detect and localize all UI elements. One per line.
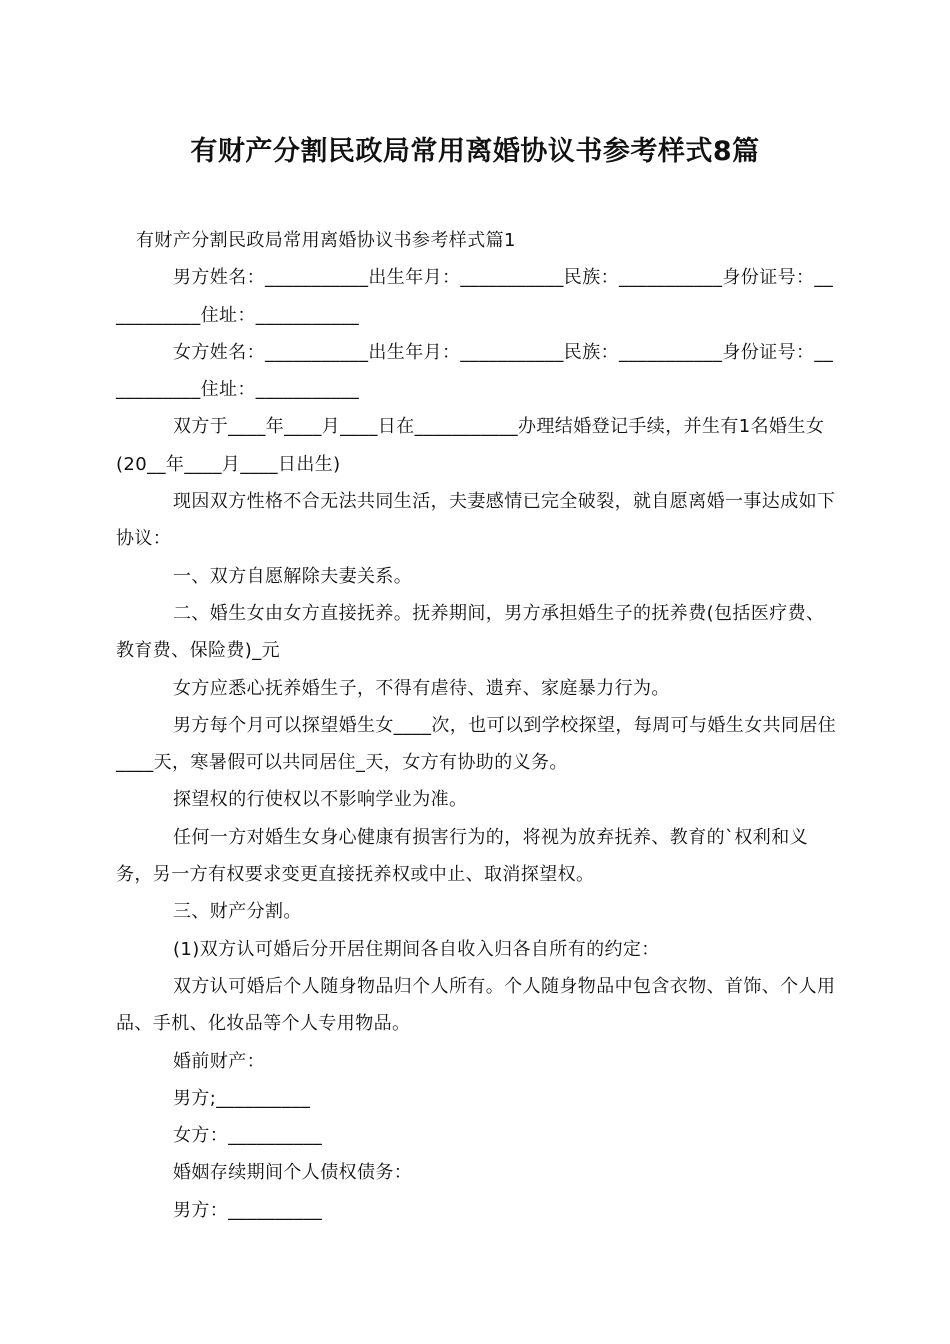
document-title: 有财产分割民政局常用离婚协议书参考样式8篇 xyxy=(190,136,760,167)
paragraph-visitation-limit: 探望权的行使权以不影响学业为准。 xyxy=(173,789,468,811)
paragraph-male-info: 男方姓名：___________出生年月：___________民族：___________身份证号：___________住址：___________ xyxy=(116,267,834,326)
paragraph-male-property: 男方;__________ xyxy=(173,1087,311,1109)
section-heading: 有财产分割民政局常用离婚协议书参考样式篇1 xyxy=(136,230,516,251)
paragraph-reason: 现因双方性格不合无法共同生活，夫妻感情已完全破裂，就自愿离婚一事达成如下协议： xyxy=(116,491,836,550)
paragraph-clause-3: 三、财产分割。 xyxy=(173,901,302,923)
paragraph-male-debts: 男方：__________ xyxy=(173,1199,323,1221)
paragraph-visitation: 男方每个月可以探望婚生女____次，也可以到学校探望，每周可与婚生女共同居住____天，寒暑假可以共同居住_天，女方有协助的义务。 xyxy=(116,714,837,774)
document-body xyxy=(116,222,842,1229)
paragraph-income-agreement: (1)双方认可婚后分开居住期间各自收入归各自所有的约定： xyxy=(173,938,660,960)
paragraph-marriage-registration: 双方于____年____月____日在___________办理结婚登记手续，并生有1名婚生女(20__年____月____日出生) xyxy=(116,416,825,475)
paragraph-debts: 婚姻存续期间个人债权债务： xyxy=(173,1162,413,1184)
paragraph-clause-2: 二、婚生女由女方直接抚养。抚养期间，男方承担婚生子的抚养费(包括医疗费、教育费、保险费)_元 xyxy=(116,602,825,662)
paragraph-clause-1: 一、双方自愿解除夫妻关系。 xyxy=(173,565,413,587)
paragraph-care-duty: 女方应悉心抚养婚生子，不得有虐待、遗弃、家庭暴力行为。 xyxy=(173,677,670,699)
paragraph-female-info: 女方姓名：___________出生年月：___________民族：___________身份证号：___________住址：___________ xyxy=(116,341,834,401)
paragraph-personal-items: 双方认可婚后个人随身物品归个人所有。个人随身物品中包含衣物、首饰、个人用品、手机、化妆品等个人专用物品。 xyxy=(116,975,836,1035)
paragraph-female-property: 女方：__________ xyxy=(173,1125,323,1147)
paragraph-premarital-property: 婚前财产： xyxy=(173,1050,265,1072)
paragraph-harm-clause: 任何一方对婚生女身心健康有损害行为的，将视为放弃抚养、教育的`权利和义务，另一方有权要求变更直接抚养权或中止、取消探望权。 xyxy=(116,826,808,886)
